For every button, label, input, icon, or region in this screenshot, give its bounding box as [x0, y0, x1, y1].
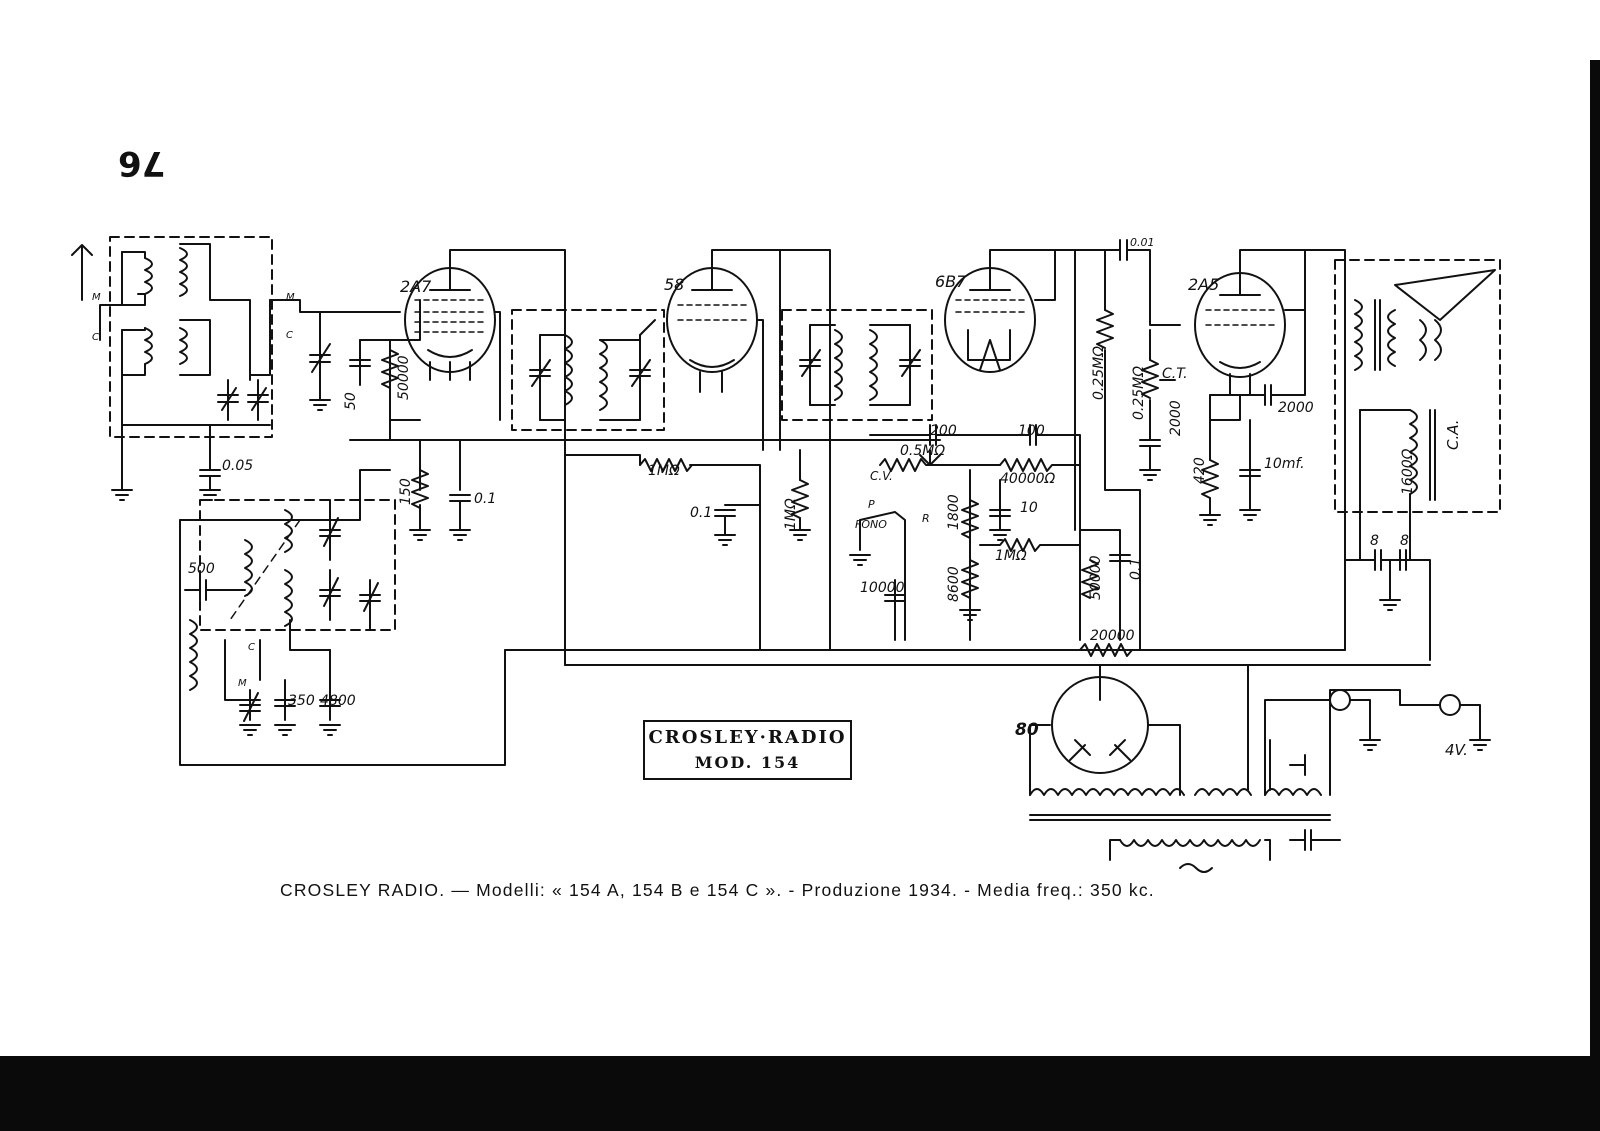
component-label: 40000Ω [1000, 471, 1056, 487]
ground-icon [450, 530, 470, 540]
component-label: 10000 [860, 580, 905, 596]
ground-icon [790, 530, 810, 540]
model-number: MOD. 154 [694, 753, 801, 772]
if-transformer-1 [530, 320, 655, 420]
scan-edge-shadow [1590, 60, 1600, 1056]
scan-bottom-border [0, 1056, 1600, 1131]
component-label: 150 [398, 478, 414, 505]
ground-icon [1140, 470, 1160, 480]
component-label: P [868, 498, 875, 511]
tube-80-symbol [1052, 677, 1148, 773]
component-label: 350 [288, 693, 315, 709]
component-label: 0.25MΩ [1131, 366, 1147, 420]
component-label: 0.1 [474, 491, 497, 507]
ground-icon [310, 400, 330, 410]
ground-icon [1240, 510, 1260, 520]
tube-label: 80 [1015, 720, 1039, 740]
resistor-icon [1097, 310, 1113, 348]
tube-label: 6B7 [935, 272, 967, 291]
input-coil-shield [110, 237, 272, 437]
component-label: 0.25MΩ [1091, 346, 1107, 400]
component-label: 1600Ω [1400, 448, 1416, 495]
component-label: 1MΩ [783, 498, 799, 530]
ground-icon [240, 725, 260, 735]
component-label: 500 [188, 561, 215, 577]
component-label: 4V. [1445, 741, 1468, 759]
resistor-icon [1000, 459, 1080, 471]
power-transformer [1030, 789, 1330, 846]
ground-icon [1200, 515, 1220, 525]
component-label: 2000 [1278, 400, 1314, 416]
ground-icon [275, 725, 295, 735]
component-label: R [922, 512, 930, 525]
model-title-box [643, 720, 852, 780]
component-label: 50000 [1088, 555, 1104, 600]
tube-label: 2A7 [400, 277, 432, 296]
speaker-icon [1395, 270, 1495, 360]
switch-label: C [92, 332, 99, 343]
component-label: 8 [1370, 533, 1379, 549]
component-label: C.T. [1162, 366, 1188, 382]
component-label: FONO [855, 518, 887, 531]
component-label: 4800 [320, 693, 356, 709]
component-label: 10mf. [1264, 456, 1305, 472]
ground-icon [850, 555, 870, 565]
switch-label: M [238, 678, 247, 689]
component-label: 2000 [1168, 400, 1184, 436]
switch-label: C [286, 330, 293, 341]
tube-label: 2A5 [1188, 275, 1220, 294]
component-label: 0.1 [1128, 557, 1144, 580]
component-label: 100 [1018, 423, 1045, 439]
pilot-lamp-icon [1440, 695, 1460, 715]
page-caption: CROSLEY RADIO. — Modelli: « 154 A, 154 B e 154 C ». - Produzione 1934. - Media freq.: 350 kc. [280, 880, 1155, 900]
component-label: 0.05 [222, 458, 254, 474]
component-label: 8 [1400, 533, 1409, 549]
ground-icon [715, 535, 735, 545]
component-label: 8600 [946, 566, 962, 602]
ground-icon [990, 530, 1010, 540]
component-label: 200 [930, 423, 957, 439]
ac-mains-icon [1180, 864, 1212, 872]
input-coil-group [100, 244, 270, 425]
ground-icon [410, 530, 430, 540]
component-label: C.V. [870, 469, 893, 483]
ground-icon [320, 725, 340, 735]
component-label: 1800 [946, 494, 962, 530]
pilot-lamp-icon [1330, 690, 1350, 710]
switch-label: M [92, 292, 101, 303]
component-label: 0.01 [1130, 236, 1155, 249]
if-transformer-2 [800, 325, 920, 405]
ground-icon [1380, 600, 1400, 610]
component-label: 0.1 [690, 505, 713, 521]
component-label: 420 [1192, 457, 1208, 484]
tube-label: 58 [664, 275, 685, 294]
ground-icon [1470, 740, 1490, 750]
antenna-icon [72, 245, 92, 300]
ground-icon [200, 490, 220, 500]
component-label: 1MΩ [648, 463, 680, 479]
tuning-capacitor-pair [218, 380, 268, 420]
component-label: 0.5MΩ [900, 443, 946, 459]
component-label: C.A. [1444, 419, 1462, 450]
model-title: CROSLEY·RADIO [648, 727, 847, 748]
component-label: 1MΩ [995, 548, 1027, 564]
switch-label: C [248, 642, 255, 653]
switch-label: M [286, 292, 295, 303]
volume-potentiometer [880, 459, 1000, 471]
component-label: 50 [343, 392, 359, 410]
component-label: 50000 [396, 355, 412, 400]
ground-icon [1360, 740, 1380, 750]
output-transformer [1355, 300, 1395, 370]
component-label: 10 [1020, 500, 1038, 516]
ground-icon [112, 490, 132, 500]
page-number: 76 [118, 143, 166, 183]
component-label: 20000 [1090, 628, 1135, 644]
